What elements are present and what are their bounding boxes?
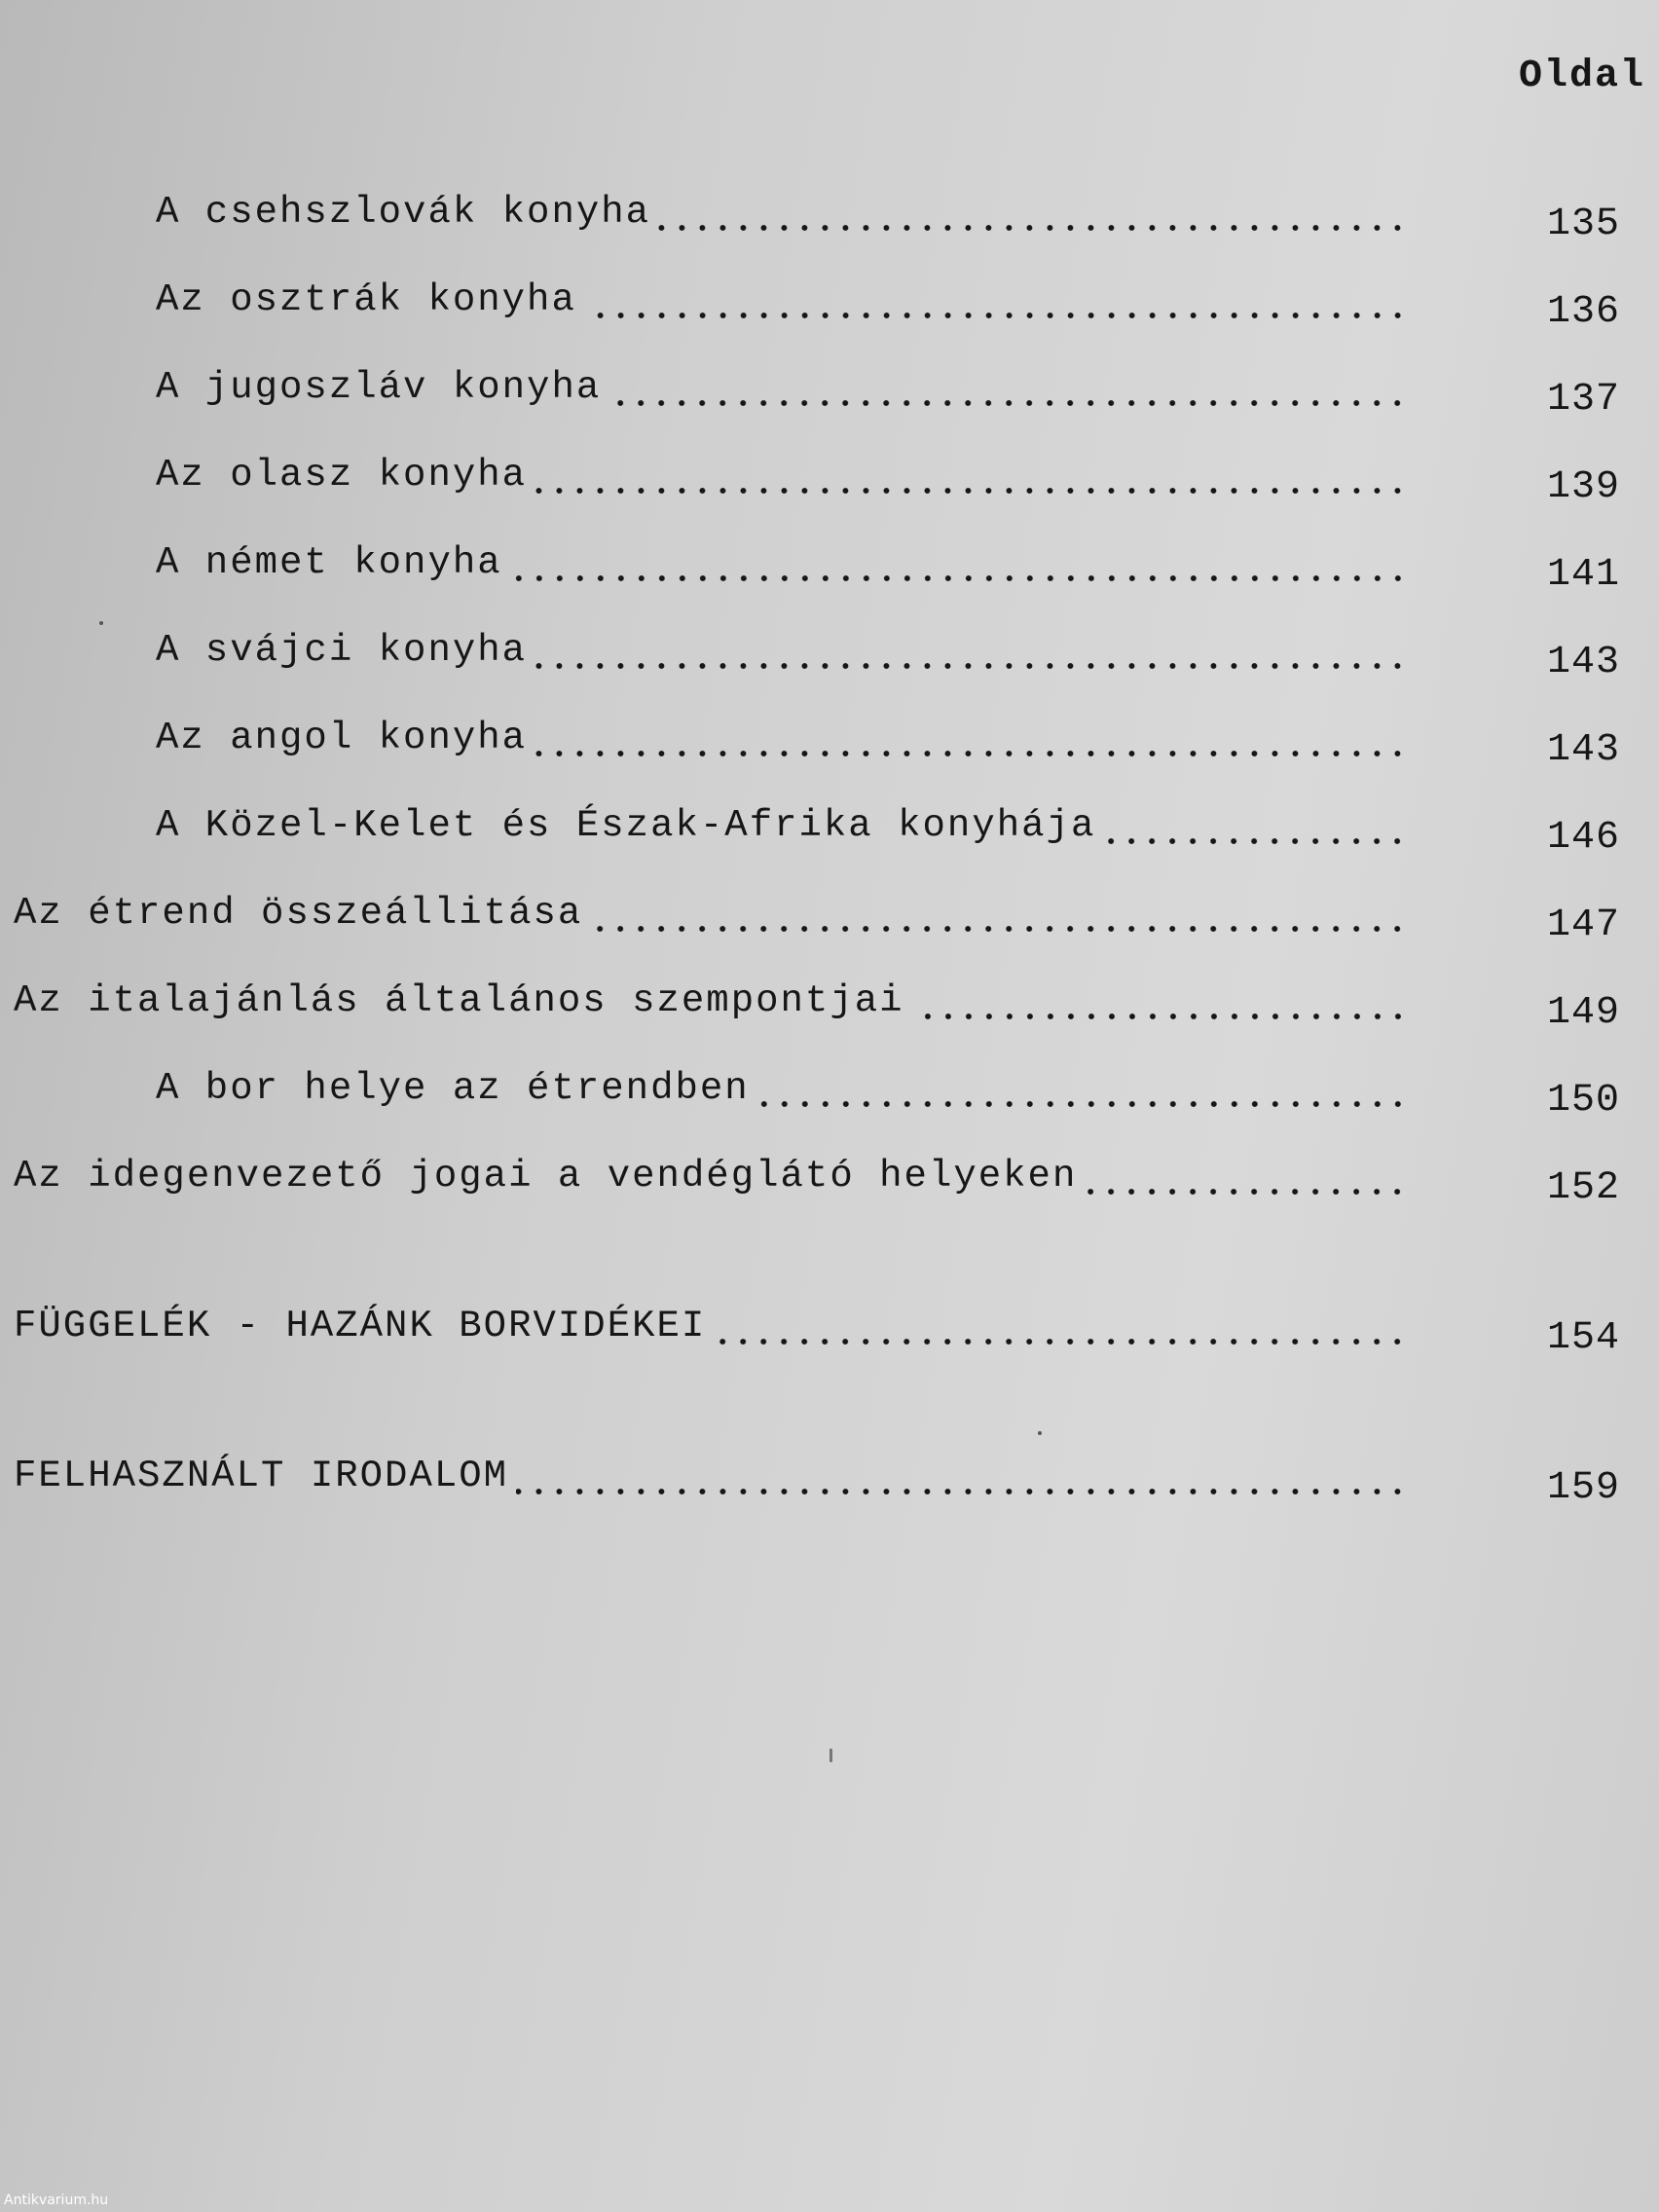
toc-entry: [0, 966, 1659, 1036]
toc-entry-title: FÜGGELÉK - HAZÁNK BORVIDÉKEI: [14, 1305, 707, 1347]
toc-entry: [0, 352, 1659, 423]
toc-entry-page: 146: [1546, 816, 1620, 860]
toc-entry-title: A bor helye az étrendben: [156, 1067, 750, 1110]
toc-entry-page: 154: [1546, 1316, 1620, 1360]
toc-entry: [0, 615, 1659, 685]
toc-entry-title: Az étrend összeállitása: [14, 892, 583, 935]
watermark: Antikvarium.hu: [4, 2193, 109, 2208]
toc-dot-leader: [658, 224, 1408, 232]
toc-entry: [0, 878, 1659, 948]
toc-entry-title: Az angol konyha: [156, 717, 528, 759]
toc-entry-title: Az idegenvezető jogai a vendéglátó helyeken: [14, 1155, 1078, 1198]
toc-entry: [0, 265, 1659, 335]
toc-dot-leader: [714, 1338, 1408, 1346]
toc-entry: [0, 177, 1659, 247]
toc-dot-leader: [608, 399, 1408, 407]
toc-entry: [0, 1441, 1659, 1511]
toc-entry-title: FELHASZNÁLT IRODALOM: [14, 1455, 509, 1497]
toc-entry-title: A csehszlovák konyha: [156, 191, 651, 234]
toc-entry-page: 147: [1546, 903, 1620, 947]
toc-entry-page: 143: [1546, 641, 1620, 684]
page-column-header: Oldal: [1518, 55, 1645, 98]
toc-entry-page: 159: [1546, 1466, 1620, 1510]
toc-entry-page: 136: [1546, 290, 1620, 334]
toc-entry-page: 150: [1546, 1079, 1620, 1123]
toc-entry-page: 143: [1546, 728, 1620, 772]
toc-entry-title: Az italajánlás általános szempontjai: [14, 979, 904, 1022]
toc-entry-title: Az osztrák konyha: [156, 278, 576, 321]
toc-entry-page: 139: [1546, 465, 1620, 509]
toc-dot-leader: [510, 574, 1408, 582]
toc-dot-leader: [757, 1100, 1408, 1108]
toc-entry-title: A jugoszláv konyha: [156, 366, 602, 409]
toc-dot-leader: [912, 1013, 1408, 1020]
toc-entry-page: 149: [1546, 991, 1620, 1035]
toc-dot-leader: [584, 312, 1408, 319]
toc-entry: [0, 528, 1659, 598]
toc-entry: [0, 1053, 1659, 1124]
toc-entry-page: 152: [1546, 1166, 1620, 1210]
toc-dot-leader: [535, 487, 1408, 495]
paper-speck: [99, 621, 103, 625]
toc-entry-title: A Közel-Kelet és Észak-Afrika konyhája: [156, 804, 1096, 847]
toc-entry-title: A német konyha: [156, 541, 502, 584]
toc-entry-page: 137: [1546, 378, 1620, 422]
toc-dot-leader: [535, 750, 1408, 757]
toc-entry-page: 141: [1546, 553, 1620, 597]
toc-entry: [0, 1291, 1659, 1361]
toc-entry-title: Az olasz konyha: [156, 454, 528, 497]
toc-entry: [0, 791, 1659, 861]
toc-entry-page: 135: [1546, 203, 1620, 246]
paper-speck: [830, 1749, 832, 1762]
paper-speck: [1038, 1431, 1042, 1435]
toc-dot-leader: [535, 662, 1408, 670]
toc-dot-leader: [590, 925, 1408, 933]
toc-entry: [0, 440, 1659, 510]
toc-dot-leader: [1085, 1188, 1408, 1196]
toc-entry: [0, 1141, 1659, 1211]
toc-entry: [0, 703, 1659, 773]
toc-entry-title: A svájci konyha: [156, 629, 528, 672]
toc-dot-leader: [516, 1488, 1408, 1495]
toc-dot-leader: [1103, 837, 1408, 845]
